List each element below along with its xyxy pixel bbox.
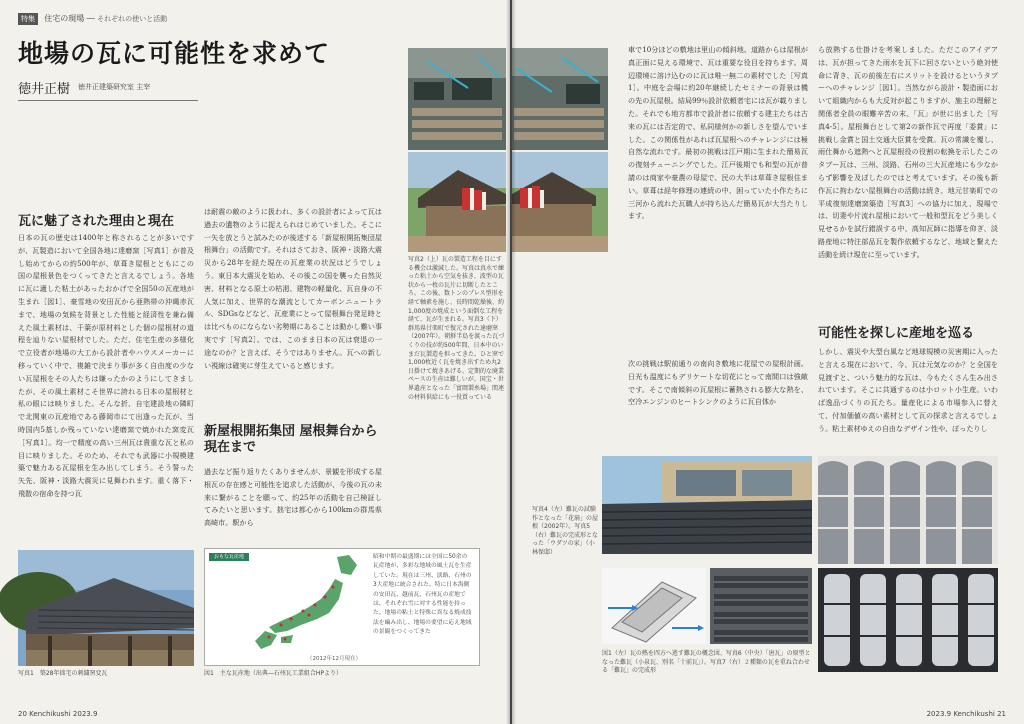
map-date-note: （2012年12月現在）	[307, 656, 361, 662]
section-subtitle: ── それぞれの使いと活動	[86, 15, 168, 23]
page-header	[18, 13, 167, 25]
map-legend: おもな瓦産地	[209, 553, 249, 561]
photo-tile-factory-right	[512, 48, 608, 150]
section-heading-1: 瓦に魅了された理由と現在	[18, 214, 175, 229]
fig1-caption: 図1 主な瓦産地（出典―石州瓦工業組合HPより）	[204, 670, 342, 677]
photo-modern-tile-house	[602, 456, 812, 554]
photo-tile-factory	[408, 48, 506, 150]
right-magazine-name: Kenchikushi	[953, 710, 995, 718]
right-page	[512, 0, 1024, 724]
map-figure	[204, 548, 480, 666]
right-folio	[927, 710, 1006, 718]
body-column-5: ら放熱する仕掛けを考案しました。ただこのアイデアは、瓦が担ってきた雨水を瓦下に回さないという絶対使命に背き、瓦の前後左右にスリットを設けるというタブーへのチャレンジ［図1］。当然ながら設計・製造面において組織内からも大反対が起こりますが、施主の理解と関係者全員の眼難辛苦の末、「瓦」が世に出ました［写真4-5］。屋根舞台として第2の新作瓦で再度「委賞」に挑戦し金賞と国土交通大臣賞を受賞。瓦の常識を覆し、雨仕舞から遮熱へと瓦屋根役の役割の転換を示したこのタブー瓦は、三州、淡路、石州の三大瓦産地にも少なからず影響を及ぼしたのではと考えています。その後も新作瓦に拘わない屋根舞台の活動は続き、地元甘楽町での平成復刻達磨窯築造［写真3］への協力に加え、現場では、切妻や片流れ屋根において一般和型瓦をどう美しく見せるかを試行錯誤する中、高知瓦師に指導を仰ぎ、淡路産地に特注部品瓦を製作依頼するなど、地域と繋えた活動を続け現在に至っています。	[818, 45, 998, 259]
author-affiliation: 徳井正建築研究室 主宰	[78, 83, 151, 91]
article-title: 地場の瓦に可能性を求めて	[18, 39, 331, 68]
photo-daruma-kiln-right	[512, 152, 608, 252]
left-folio	[18, 710, 97, 718]
body-column-2b: 過去など振り返りたくありませんが、景観を形成する屋根瓦の存在感と可能性を追求した活動が、今後の瓦の未来に繋がることを願って、約25年の活動を自己検証してみたいと思います。拙宅は都心から100kmの群馬県高崎市。駅から	[204, 467, 382, 528]
author-name: 徳井正樹	[18, 82, 71, 97]
japan-map-graphic	[225, 553, 375, 663]
fig-bottom-caption: 図1（左）瓦の熱を四方へ逃す難瓦の概念図、写真6（中央）「唐瓦」の原型となった難瓦（小泉瓦、別名「十前瓦」）。写真7（右）２種類の瓦を重ね合わせる「難瓦」の完成形	[602, 650, 811, 675]
body-column-5b: しかし、震災や大型台風など地球規模の災害期に入ったと言える現在において、今、瓦は元気なのか？と全国を見渡すと、ついう魅力的な瓦は、今もたくさん生み出されています。そこに共通するのは小ロット小生産。いわば逸品づくりの瓦たち。量産化による市場参入に替えて、付加価値の高い素材として瓦の探求と言えるでしょう。粘土素材ゆえの自由なデザイン性や、ぽったりし	[818, 347, 998, 433]
left-magazine-name: Kenchikushi	[29, 710, 71, 718]
body-column-2: は耐震の敵のように扱われ、多くの設計者によって瓦は過去の遺物のように捉えられはじめていました。そこに一矢を放とうと試みたのが後述する「新屋根開拓集団屋根舞台」の活動です。それはさておき、阪神・淡路大震災から28年を経た現在の瓦産業の状況はどうでしょう。東日本大震災を始め、その後この国を襲った自然災害、材料となる原土の枯渇、建物の軽量化、瓦自身の不人気に加え、世界的な潮流としてカーボンニュートラル、SDGsなどなど、瓦産業にとって屋根舞台発足時とは比べものにならない劣勢期にあることは動かし難い事実です［写真2］。では、このまま日本の瓦は衰退の一途なのか？と言えば、そうではありません。瓦への新しい視線は確実に芽生えていると感じます。	[204, 207, 382, 370]
section-name: 住宅の現場	[44, 14, 85, 23]
photo-tiled-roof-house	[18, 550, 194, 666]
body-column-4: 車で10分ほどの敷地は里山の傾斜地。道路からは屋根が真正面に見える環境で、瓦は重要な役目を持ちます。周辺環境に溶け込むのに瓦は唯一無二の素材でした［写真1］。中庭を会場に約20年継続したセミナーの背景は機の先の瓦屋根。結局99％設計依頼者宅には瓦が載りました。それでも地方都市で設計者に依頼する建主たちは古来の瓦には否定的で、私同様何かの新しさを望んでいました。この関係性があれば瓦屋根へのチャレンジには極自然な流れです。最初の挑戦は江戸期に生まれた簡易瓦の復刻チューニングでした。江戸後期でも和型の瓦が普請のは商家や豪農の母屋で、民の大半は草葺き屋根住まい。草葺は経年修理の連続の中、困っていた小作たちに三河から流れた瓦職人が持ち込んだ簡易瓦が大当たりします。	[628, 45, 808, 221]
photo-tile-closeup-top	[818, 456, 998, 564]
book-gutter	[506, 0, 516, 724]
feature-tag: 特集	[18, 13, 38, 25]
photo1-caption: 写真1 築28年拙宅の刺繍窯変瓦	[18, 670, 108, 677]
photo-daruma-kiln	[408, 152, 506, 252]
left-page-number: 20	[18, 710, 27, 718]
body-column-1: 日本の瓦の歴史は1400年と称されることが多いですが、瓦製造において全国各地に達磨窯［写真1］が普及し始めてからの約500年が、草葺き屋根とともにこの国の屋根景色をつくってきたと言えるでしょう。各地に瓦に適した粘土があったおかげで全国50の瓦産地が生まれ［図1］、豪雪地の安田瓦から亜熱帯の沖縄赤瓦まで、地場の気候を背景とした性能と経済性を兼ね備えた風土素材は、千葉が原材料とした個の屋根材の道程を辿りない屋根材でした。ただ、住宅生産の多様化で立役者が地場の大工から設計者やハウスメーカーに移っていく中で、複雑で決まり事が多く自由度の少ない瓦屋根をその人たちは嫌ったかのようにしてきましたが、その風土素材こそ世界に誇れる日本の屋根材と私の眼には映りました。そんな折、自宅建設地の隣町で北関東の瓦産地である藤岡市にて出逢った瓦が、当時国内5基しか残っていない達磨窯で焼かれた窯変瓦［写真1］。均一で精度の高い三州瓦は貴重な瓦と私の目に映りました。そのため、それでも武器に小規模建築で魅力ある瓦屋根を生み出してしまう。そう誓った矢先、阪神・淡路大震災に見舞われます。重く落下・飛散の宿命を持つ瓦	[18, 233, 194, 498]
body-column-4b: 次の挑戦は駅前通りの南向き敷地に花屋での屋根計画。日光も温度にもデリケートな切花にとって南間口は強敵です。そこで南傾斜の瓦屋根に蓄熱される膨大な熱を、空冷エンジンのヒートシンクのように瓦自体か	[628, 359, 808, 407]
left-page	[0, 0, 510, 724]
left-issue-date: 2023.9	[72, 710, 98, 718]
section-heading-3: 可能性を探しに産地を巡る	[818, 326, 975, 341]
photo-early-tile	[710, 568, 812, 644]
section-heading-2: 新屋根開拓集団 屋根舞台から現在まで	[204, 424, 378, 455]
title-rule	[18, 100, 198, 101]
right-page-number: 21	[997, 710, 1006, 718]
tile-concept-diagram	[602, 568, 706, 644]
photo2-3-caption: 写真2（上）瓦の製造工程を目にする機会は激減した。写真は真水で練った粘土から空気を抜き、波型の瓦状から一枚の瓦片に切断したところ。この後、数トンのプレス型形を経て軸素を施し、長時間乾燥後、約1,000度の焼成という面倒な工程を経て、瓦が生まれる。写真3（下）群馬県甘楽町で復元された達磨窯（2007年）。朝鮮半島を渡った瓦づくりの技が約500年間、日本中のいまだ瓦製造を担ってきた。ひと窯で1,000枚近く瓦を焼き出すため丸2日掛けて焼きあげる。定期的な廃業ペースの生産は難しいが、国宝・世界遺産となった「富岡製糸場」関連の材料供給にも一役買っている	[408, 256, 505, 401]
right-issue-date: 2023.9	[926, 710, 952, 718]
photo-tile-closeup-bottom	[818, 568, 998, 672]
photo4-5-caption: 写真4（左）難瓦の試験作となった「花扇」の屋根（2002年）。写真5（右）難瓦の完成形となった「ウダツの家」（小林保邸）	[532, 506, 599, 556]
map-description: 昭和中期の最盛期には全国に50余の瓦産地が、多彩な地域の風土瓦を生産していた。現在は三州、淡路、石州の3大産地に統合された、特に日本海側の安田瓦、越前瓦、石州瓦の産地では、それぞれ雪に対する性能を持った。地場の粘土と特殊に異なる焼成技法を編み出し、地場の要望に応え地域の景観をつくってきた	[373, 554, 472, 636]
